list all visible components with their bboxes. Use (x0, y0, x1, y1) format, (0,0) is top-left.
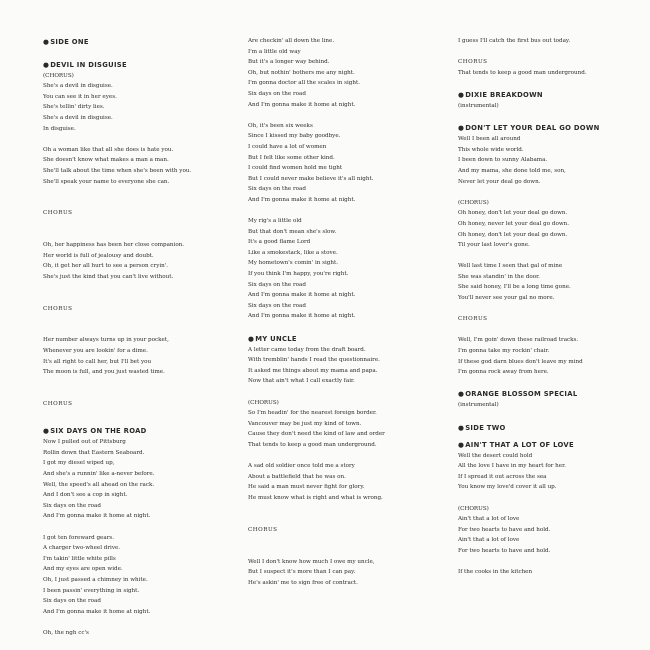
lyric-line: And my mama, she done told me, son, (458, 167, 566, 174)
spacer (248, 535, 453, 546)
lyric-line: Are checkin' all down the line. (248, 38, 335, 44)
spacer (458, 47, 648, 58)
lyric-line: Til your last lover's gone. (458, 242, 530, 249)
lyric-line: She said honey, I'll be a long time gone. (458, 284, 571, 291)
lyric-line: My hometown's comin' in sight. (248, 260, 338, 267)
lyric-line: The moon is full, and you just wasted time. (43, 369, 165, 376)
lyric-line: With tremblin' hands I read the questionnaire. (248, 357, 380, 364)
lyric-line: And I'm gonna make it home at night. (248, 292, 356, 299)
lyric-line: Since I kissed my baby goodbye. (248, 133, 341, 140)
lyric-line: Well, I'm goin' down these railroad tracks. (458, 337, 579, 344)
song-heading-text: MY UNCLE (255, 334, 297, 343)
spacer (43, 410, 243, 421)
lyric-line: I got ten foreward gears. (43, 534, 115, 541)
lyric-line: Oh a woman like that all she does is hate you. (43, 146, 174, 153)
song-heading (458, 89, 648, 101)
lyric-line: She's just the kind that you can't live without. (43, 273, 174, 280)
lyric-line: Now that ain't what I call exactly fair. (248, 378, 355, 385)
lyric-line: If I spread it out across the sea (458, 473, 547, 480)
lyric-line: You'll never see your gal no more. (458, 295, 555, 302)
lyric-line: I'm gonna doctor all the scales in sight. (248, 80, 361, 87)
lyric-line: She was standin' in the door. (458, 273, 540, 280)
song-heading-text: DEVIL IN DISGUISE (50, 60, 127, 69)
bullet-icon: ● (43, 427, 50, 436)
lyric-line: And my eyes are open wide. (43, 566, 123, 573)
lyric-line: Whenever you are lookin' for a dime. (43, 348, 148, 355)
song-heading-text: SIDE TWO (465, 423, 506, 432)
lyric-line: In disguise. (43, 125, 76, 132)
lyric-line: And I'm gonna make it home at night. (248, 196, 356, 203)
lyric-line: (CHORUS) (43, 72, 74, 79)
lyric-line: Ain't that a lot of love (458, 537, 520, 544)
lyric-line: So I'm headin' for the nearest foreign border. (248, 410, 377, 417)
lyric-line: Oh, it get her all hurt to see a person cryin'. (43, 263, 169, 270)
lyric-line: And I'm gonna make it home at night. (248, 313, 356, 320)
lyric-line: She doesn't know what makes a man a man. (43, 157, 169, 164)
lyric-line: And I don't see a cop in sight. (43, 492, 128, 499)
lyric-line: If these god darn blues don't leave my mind (458, 358, 583, 365)
lyric-line: But I could never make believe it's all night. (248, 175, 374, 182)
lyric-line: Oh, it's been six weeks (248, 122, 313, 129)
lyric-line: She's a devil in disguise. (43, 114, 113, 121)
lyric-line: But it's a longer way behind. (248, 59, 330, 66)
lyric-line: Never let your deal go down. (458, 178, 541, 185)
lyric-line: She's a devil in disguise. (43, 83, 113, 90)
song-heading (43, 59, 243, 71)
lyric-line: Vancouver may be just my kind of town. (248, 420, 362, 427)
spacer (248, 206, 453, 217)
lyric-line: For two hearts to have and hold. (458, 526, 551, 533)
lyric-line: Six days on the road (248, 186, 306, 193)
spacer (43, 198, 243, 209)
lyric-line: She'll talk about the time when she's been with you. (43, 167, 192, 174)
spacer (43, 230, 243, 241)
lyric-line: Oh, the ngh cc's (43, 629, 89, 636)
bullet-icon: ● (458, 124, 465, 133)
lyric-line: Well, the speed's all ahead on the rack. (43, 481, 155, 488)
song-heading (458, 388, 648, 400)
spacer (458, 187, 648, 198)
lyric-line: And she's a runnin' like a-never before. (43, 470, 155, 477)
bullet-icon: ● (43, 38, 50, 46)
spacer (43, 325, 243, 336)
song-heading-text: DIXIE BREAKDOWN (465, 90, 543, 99)
lyric-line: And I'm gonna make it home at night. (248, 101, 356, 108)
chorus-marker: CHORUS (248, 526, 278, 533)
chorus-marker: CHORUS (458, 316, 488, 323)
lyric-line: If the cooks in the kitchen (458, 569, 533, 576)
lyric-line: (CHORUS) (248, 399, 279, 406)
spacer (458, 557, 648, 568)
spacer (43, 314, 243, 325)
spacer (43, 187, 243, 198)
song-heading-text: ORANGE BLOSSOM SPECIAL (465, 390, 578, 399)
lyric-line: Six days on the road (248, 281, 306, 288)
song-heading (458, 422, 648, 434)
lyric-line: If you think I'm happy, you're right. (248, 271, 349, 278)
lyric-line: Well the desert could hold (458, 452, 533, 459)
lyric-line: And I'm gonna make it home at night. (43, 608, 151, 615)
lyric-line: About a battlefield that he was on. (248, 473, 346, 480)
lyric-line: Oh, but nothin' bothers me any night. (248, 69, 355, 76)
spacer (43, 282, 243, 293)
lyric-line: All the love I have in my heart for her. (458, 463, 566, 470)
lyric-line: My rig's a little old (248, 218, 302, 225)
chorus-marker: CHORUS (43, 305, 73, 312)
lyric-line: I'm gonna rock away from here. (458, 369, 549, 376)
spacer (248, 322, 453, 333)
lyric-line: It's all right to call her, but I'll bet you (43, 358, 152, 365)
lyric-line: But that don't mean she's slow. (248, 228, 337, 235)
spacer (458, 411, 648, 422)
bullet-icon: ● (458, 440, 465, 449)
lyric-line: Her number always turns up in your pocket, (43, 337, 169, 344)
spacer (43, 48, 243, 59)
lyric-line: Oh, her happiness has been her close companion. (43, 242, 185, 249)
song-heading (248, 333, 453, 345)
lyric-line: Ain't that a lot of love (458, 516, 520, 523)
spacer (248, 514, 453, 525)
lyric-line: That tends to keep a good man underground. (458, 69, 587, 76)
lyric-line: A letter came today from the draft board. (248, 346, 366, 353)
lyric-line: Now I pulled out of Pittsburg (43, 439, 126, 446)
lyric-line: He's askin' me to sign free of contract. (248, 579, 358, 586)
spacer (248, 387, 453, 398)
lyric-line: Well I don't know how much I owe my uncle, (248, 558, 375, 565)
song-heading-text: AIN'T THAT A LOT OF LOVE (465, 440, 574, 449)
spacer (248, 451, 453, 462)
song-heading-text: SIX DAYS ON THE ROAD (50, 427, 147, 436)
lyric-line: I could have a lot of women (248, 143, 327, 150)
lyric-line: Oh, I just passed a chimney in white. (43, 576, 148, 583)
spacer (458, 251, 648, 262)
lyric-line: Her world is full of jealousy and doubt. (43, 252, 154, 259)
lyric-line: Six days on the road (248, 302, 306, 309)
spacer (43, 219, 243, 230)
spacer (458, 493, 648, 504)
song-heading (43, 36, 243, 48)
bullet-icon: ● (458, 90, 465, 99)
lyric-line: (instrumental) (458, 402, 499, 409)
lyric-line: A charger two-wheel drive. (43, 545, 121, 552)
bullet-icon: ● (458, 423, 465, 432)
chorus-marker: CHORUS (43, 401, 73, 407)
spacer (458, 78, 648, 89)
bullet-icon: ● (43, 60, 50, 69)
lyric-line: Well I been all around (458, 136, 521, 143)
lyrics-column-2 (248, 36, 453, 588)
lyric-line: And I'm gonna make it home at night. (43, 513, 151, 520)
lyric-line: He said a man must never fight for glory. (248, 484, 365, 491)
spacer (43, 134, 243, 145)
lyric-line: But I suspect it's more than I can pay. (248, 569, 356, 576)
bullet-icon: ● (248, 334, 255, 343)
lyric-line: Oh honey, don't let your deal go down. (458, 231, 568, 238)
spacer (43, 617, 243, 628)
spacer (43, 378, 243, 389)
spacer (43, 388, 243, 399)
lyric-line: I got my diesel wiped up, (43, 460, 115, 467)
song-heading-text: DON'T LET YOUR DEAL GO DOWN (465, 124, 600, 133)
lyric-line: I could find women hold me tight (248, 165, 343, 172)
lyric-line: For two hearts to have and hold. (458, 547, 551, 554)
song-heading-text: SIDE ONE (50, 38, 89, 46)
song-heading (43, 425, 243, 437)
spacer (458, 325, 648, 336)
lyric-line: (CHORUS) (458, 199, 489, 206)
lyric-line: Well last time I seen that gal of mine (458, 263, 563, 270)
lyric-line: Rollin down that Eastern Seaboard. (43, 449, 145, 456)
lyric-line: I'm a little old way (248, 48, 301, 55)
lyrics-column-1 (43, 36, 243, 638)
lyric-line: (CHORUS) (458, 505, 489, 512)
lyric-line: Six days on the road (248, 90, 306, 97)
lyric-line: She'll speak your name to everyone she can. (43, 178, 170, 185)
bullet-icon: ● (458, 390, 465, 399)
lyric-line: Like a smokestack, like a stove. (248, 249, 338, 256)
lyric-line: I been down to sunny Alabama. (458, 157, 548, 164)
lyric-line: He must know what is right and what is wrong. (248, 494, 383, 501)
song-heading (458, 122, 648, 134)
lyrics-column-3 (458, 36, 648, 578)
lyric-line: Oh honey, never let your deal go down. (458, 220, 570, 227)
lyric-line: You know my love'd cover it all up. (458, 484, 557, 491)
lyric-line: Six days on the road (43, 502, 101, 509)
lyric-line: This whole wide world. (458, 146, 524, 153)
spacer (248, 546, 453, 557)
lyric-line: It's a good flame Lord (248, 239, 311, 246)
song-heading (458, 439, 648, 451)
chorus-marker: CHORUS (458, 59, 488, 66)
spacer (458, 304, 648, 315)
lyric-line: Oh honey, don't let your deal go down. (458, 210, 568, 217)
lyric-line: That tends to keep a good man underground. (248, 441, 377, 448)
lyric-line: She's tellin' dirty lies. (43, 104, 105, 111)
lyric-line: I guess I'll catch the first bus out today. (458, 38, 571, 44)
lyric-line: It asked me things about my mama and papa. (248, 367, 378, 374)
spacer (248, 504, 453, 515)
lyric-line: A sad old soldier once told me a story (248, 463, 355, 470)
lyric-line: I'm takin' little white pills (43, 555, 116, 562)
lyric-line: You can see it in her eyes. (43, 93, 117, 100)
lyric-line: Cause they don't need the kind of law and order (248, 431, 385, 438)
lyric-line: (instrumental) (458, 102, 499, 109)
lyric-line: I'm gonna take my rockin' chair. (458, 348, 550, 355)
lyric-line: I been passin' everything in sight. (43, 587, 140, 594)
chorus-marker: CHORUS (43, 210, 73, 217)
spacer (43, 522, 243, 533)
spacer (458, 112, 648, 123)
spacer (458, 378, 648, 389)
lyric-line: Six days on the road (43, 598, 101, 605)
lyric-line: But I felt like some other kind. (248, 154, 335, 161)
spacer (248, 110, 453, 121)
spacer (43, 293, 243, 304)
